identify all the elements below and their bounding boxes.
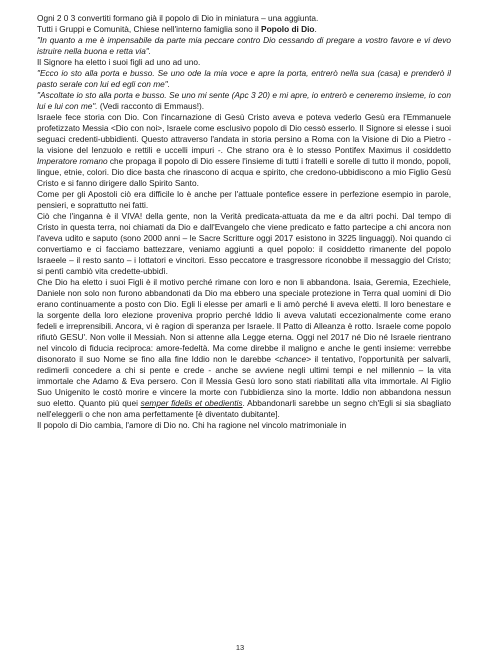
text-run: semper fidelis et obedientis bbox=[140, 398, 243, 408]
text-run: Il popolo di Dio cambia, l'amore di Dio no. Chi ha ragione nel vincolo matrimoniale in bbox=[37, 420, 347, 430]
paragraph bbox=[37, 13, 451, 24]
text-run: Popolo di Dio bbox=[261, 24, 315, 34]
paragraph bbox=[37, 277, 451, 420]
text-run: Ogni 2 0 3 convertiti formano già il popolo di Dio in miniatura – una aggiunta. bbox=[37, 13, 319, 23]
text-run: Ciò che l'inganna è il VIVA! della gente, non la Verità predicata-attuata da me e da altri pochi. Dal tempo di Cristo in questa terra, noi chiamati da Dio e dall'Evangelo che viene predicato e fatto partecipe a chi ancora non l'aveva udito e saputo (sono 2000 anni – le Sacre Scritture oggi 2017 esistono in 3225 linguaggi). Noi quando ci convertiamo e ci facciamo battezzare, veniamo aggiunti a quel popolo: il cosiddetto rimanente del popolo Israeele – il resto santo – i lottatori e vincitori. Esso peccatore e trasgressore riconobbe il messaggio del Cristo; si pentì cambiò vita credette-ubbidì. bbox=[37, 211, 451, 276]
text-run: . Abbandonarli sarebbe un segno ch'Egli si sia sbagliato nell'eleggerli o che non ama perfettamente [è diventato dubitante]. bbox=[37, 398, 452, 419]
paragraph bbox=[37, 420, 451, 431]
text-run: il tentativo, l'opportunità per salvarli, redimerli concedere a chi si pente e crede - anche se avviene negli ultimi tempi e nel millennio – la vita immortale che Adamo & Eva persero. Con il Messia Gesù loro sono stati riabilitati alla vita immortale. Al Figlio Suo Unigenito le costò morire e vincere la morte con l'ubbidienza sino la morte. Iddio non abbandona nessun suo eletto. Quanto più quei bbox=[37, 354, 451, 408]
text-run: "Ecco io sto alla porta e busso. Se uno ode la mia voce e apre la porta, entrerò nella sua (casa) e prenderò il pasto serale con lui ed egli con me". bbox=[37, 68, 451, 89]
text-run: (Vedi racconto di Emmaus!). bbox=[97, 101, 205, 111]
paragraph bbox=[37, 24, 451, 35]
text-run: Come per gli Apostoli ciò era difficile lo è anche per l'attuale pontefice essere in perfezione esempio in parole, pensieri, e soprattutto nei fatti. bbox=[37, 189, 451, 210]
text-run: Il Signore ha eletto i suoi figli ad uno ad uno. bbox=[37, 57, 201, 67]
paragraph bbox=[37, 57, 451, 68]
document-body bbox=[37, 13, 451, 431]
text-run: . bbox=[314, 24, 317, 34]
text-run: che propaga il popolo di Dio essere l'insieme di tutti i fratelli e sorelle di tutto il mondo, popoli, lingue, etnie, colori. Dio dice basta che rinascono di acqua e spirito, che credono-ubbidiscono a mio Figlio Gesù Cristo e si fanno dirigere dallo Spirito Santo. bbox=[37, 156, 451, 188]
text-run: "Ascoltate io sto alla porta e busso. Se uno mi sente (Apc 3 20) e mi apre, io entrerò e ceneremo insieme, io con lui e lui con me". bbox=[37, 90, 451, 111]
paragraph bbox=[37, 211, 451, 277]
paragraph bbox=[37, 68, 451, 90]
paragraph bbox=[37, 189, 451, 211]
paragraph bbox=[37, 35, 451, 57]
text-run: <chance> bbox=[274, 354, 311, 364]
text-run: Imperatore romano bbox=[37, 156, 108, 166]
text-run: "In quanto a me è impensabile da parte mia peccare contro Dio cessando di pregare a vostro favore e vi devo istruire nella buona e retta via". bbox=[37, 35, 451, 56]
text-run: Che Dio ha eletto i suoi Figli è il motivo perché rimane con loro e non li abbandona. Isaia, Geremia, Ezechiele, Daniele non solo non furono abbandonati da Dio ma ebbero una speciale protezione in Terra qual uomini di Dio erano continuamente a posto con Dio. Egli li elesse per amarli e li amò perché li aveva eletti. Il loro benestare e la sorgente della loro elezione proveniva proprio perché Iddio li aveva valutati eccezionalmente come erano fedeli e irreprensibili. Ancora, vi è ragion di speranza per Israele. Il Patto di Alleanza è rotto. Israele come popolo rifiutò GESU'. Non volle il Messiah. Non si attenne alla Legge eterna. Oggi nel 2017 né Dio né Israele rientrano nel vincolo di fiducia reciproca: amore-fedeltà. Ma come direbbe il maligno e anche le genti insieme: verrebbe disonorato il suo Nome se fino alla fine Iddio non le darebbe bbox=[37, 277, 451, 364]
paragraph bbox=[37, 112, 451, 189]
text-run: Israele fece storia con Dio. Con l'incarnazione di Gesù Cristo aveva e poteva vederlo Gesù era l'Emmanuele profetizzato Messia <Dio con noi>, Israele come esclusivo popolo di Dio cessò esserlo. Il Signore si elesse i suoi seguaci credenti-ubbidienti. Questo attraverso l'andata in storia persino a Roma con la Visione di Dio a Pietro - la visione del lenzuolo e rettili e uccelli impuri -. Che strano ora è lo stesso Pontifex Maximus il cosiddetto bbox=[37, 112, 451, 155]
text-run: Tutti i Gruppi e Comunità, Chiese nell'interno famiglia sono il bbox=[37, 24, 262, 34]
page-number: 13 bbox=[235, 643, 245, 652]
paragraph bbox=[37, 90, 451, 112]
